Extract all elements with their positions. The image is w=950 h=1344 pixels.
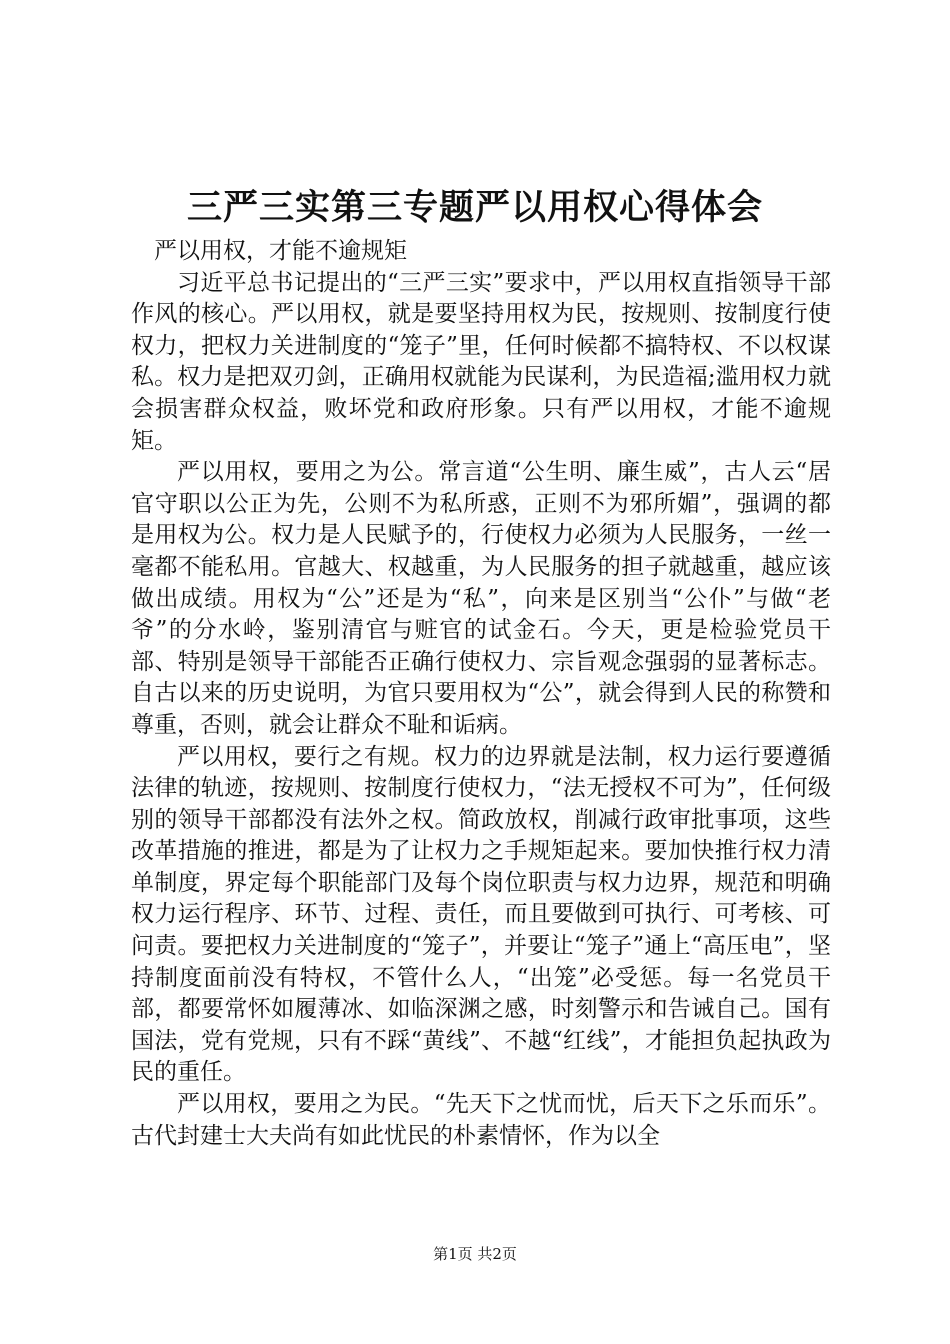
- body-paragraph: 习近平总书记提出的“三严三实”要求中，严以用权直指领导干部作风的核心。严以用权，就是要坚持用权为民，按规则、按制度行使权力，把权力关进制度的“笼子”里，任何时候都不搞特权、不以权谋私。权力是把双刃剑，正确用权就能为民谋利，为民造福;滥用权力就会损害群众权益，败坏党和政府形象。只有严以用权，才能不逾规矩。: [131, 269, 831, 454]
- page-number-footer: 第1页 共2页: [433, 1245, 517, 1263]
- section-subtitle: 严以用权，才能不逾规矩: [154, 238, 407, 264]
- document-title: 三严三实第三专题严以用权心得体会: [186, 187, 763, 228]
- document-body: [131, 236, 831, 1152]
- body-paragraph: 严以用权，要行之有规。权力的边界就是法制，权力运行要遵循法律的轨迹，按规则、按制度行使权力，“法无授权不可为”，任何级别的领导干部都没有法外之权。简政放权，削减行政审批事项，这些改革措施的推进，都是为了让权力之手规矩起来。要加快推行权力清单制度，界定每个职能部门及每个岗位职责与权力边界，规范和明确权力运行程序、环节、过程、责任，而且要做到可执行、可考核、可问责。要把权力关进制度的“笼子”，并要让“笼子”通上“高压电”，坚持制度面前没有特权，不管什么人，“出笼”必受惩。每一名党员干部，都要常怀如履薄冰、如临深渊之感，时刻警示和告诫自己。国有国法，党有党规，只有不踩“黄线”、不越“红线”，才能担负起执政为民的重任。: [131, 743, 831, 1086]
- body-paragraph: 严以用权，要用之为民。“先天下之忧而忧，后天下之乐而乐”。古代封建士大夫尚有如此忧民的朴素情怀，作为以全: [131, 1091, 831, 1149]
- body-paragraph: 严以用权，要用之为公。常言道“公生明、廉生威”，古人云“居官守职以公正为先，公则不为私所惑，正则不为邪所媚”，强调的都是用权为公。权力是人民赋予的，行使权力必须为人民服务，一丝一毫都不能私用。官越大、权越重，为人民服务的担子就越重，越应该做出成绩。用权为“公”还是为“私”，向来是区别当“公仆”与做“老爷”的分水岭，鉴别清官与赃官的试金石。今天，更是检验党员干部、特别是领导干部能否正确行使权力、宗旨观念强弱的显著标志。自古以来的历史说明，为官只要用权为“公”，就会得到人民的称赞和尊重，否则，就会让群众不耻和诟病。: [131, 459, 831, 738]
